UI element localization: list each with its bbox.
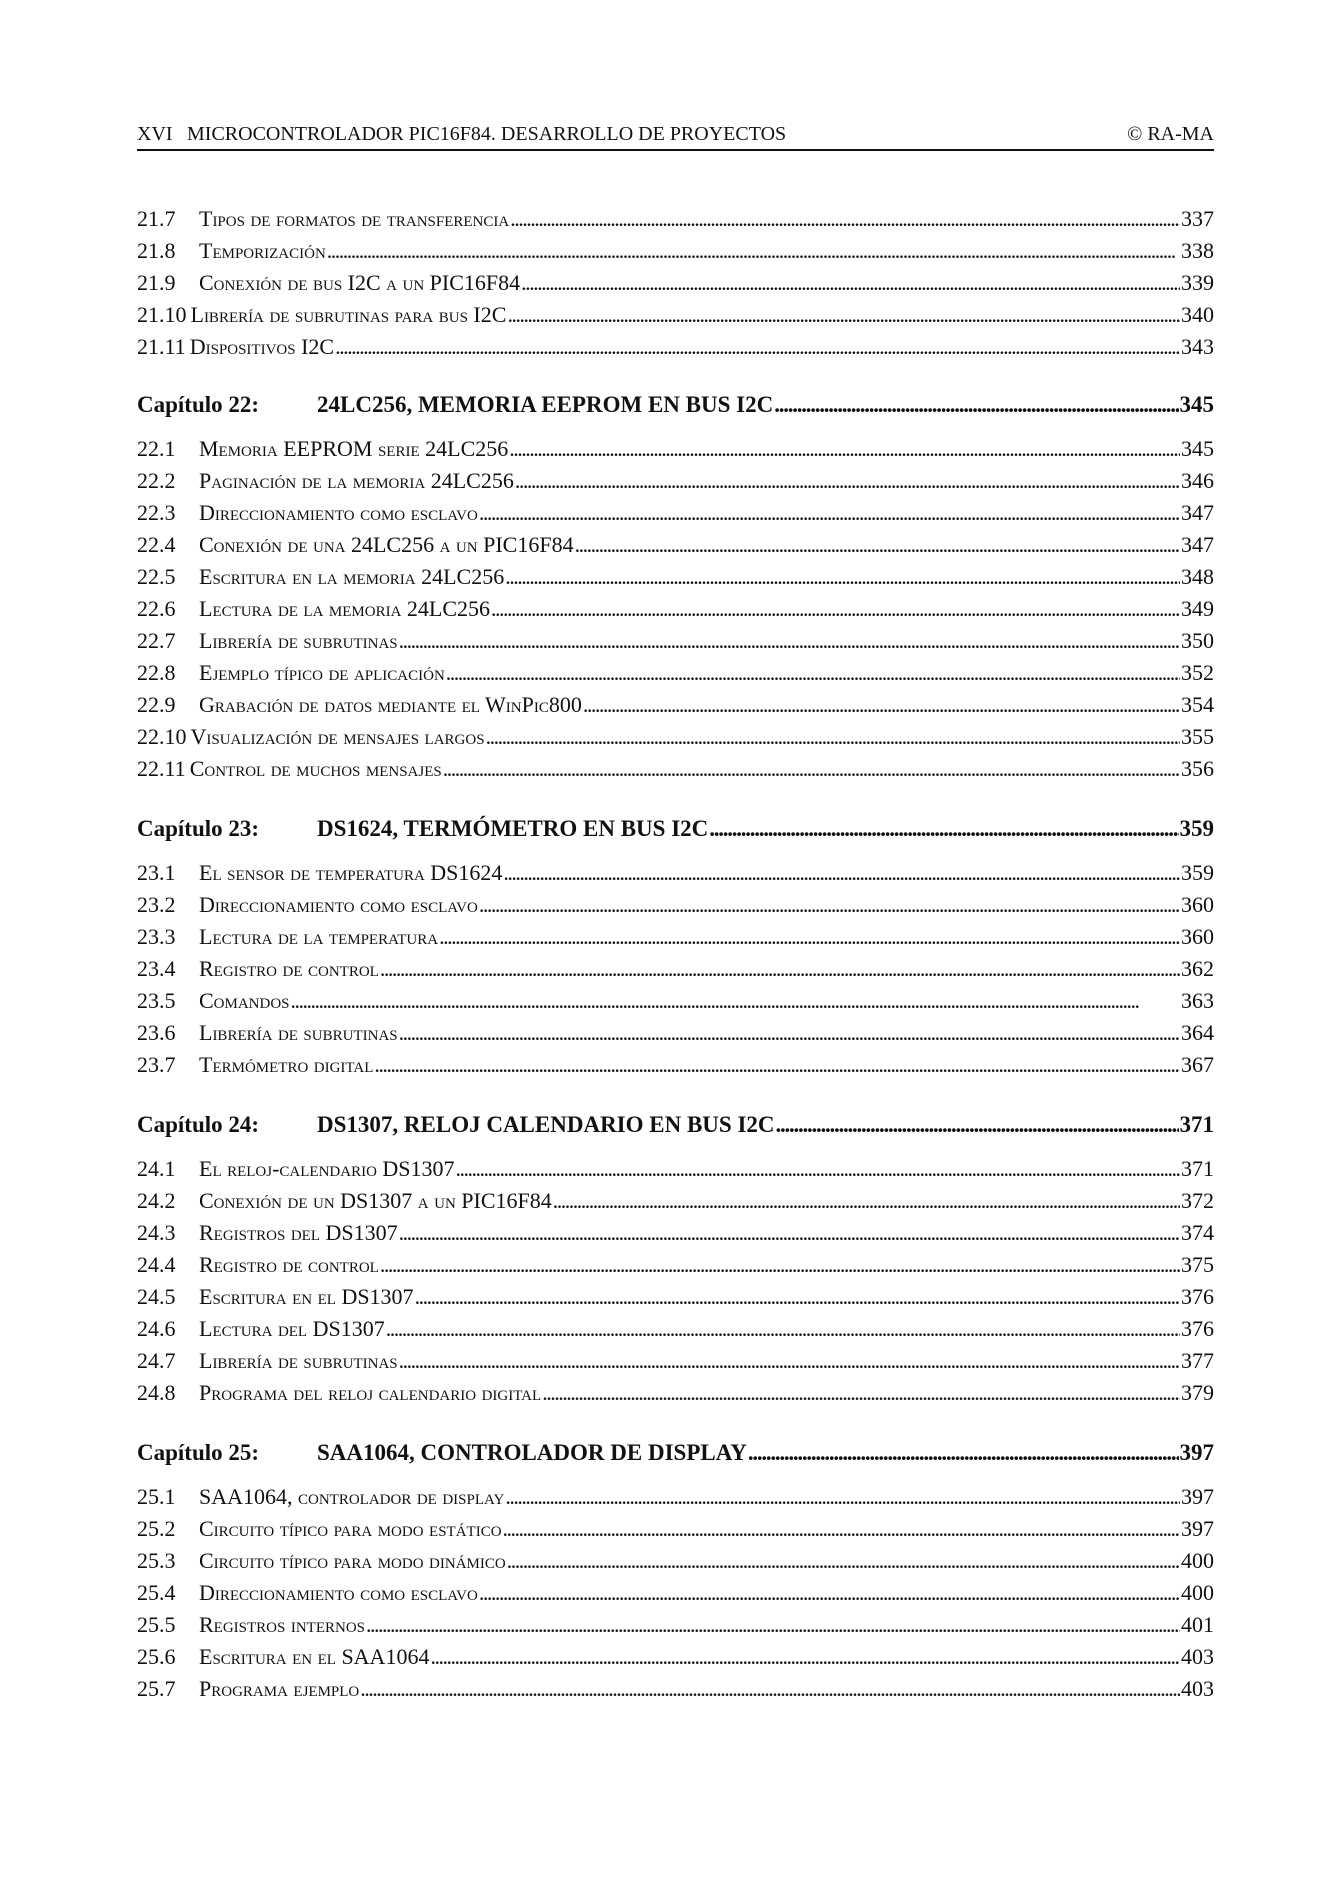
toc-entry[interactable] [137, 689, 1214, 721]
dot-leader [456, 1153, 1180, 1185]
section-page-number: 355 [1181, 724, 1214, 749]
dot-leader [380, 1249, 1180, 1281]
section-title: Registros internos [199, 1612, 366, 1637]
section-page-number: 337 [1181, 206, 1214, 231]
toc-entry[interactable] [137, 657, 1214, 689]
toc-chapter [137, 385, 1214, 785]
toc-entry[interactable] [137, 1185, 1214, 1217]
chapter-page-number: 397 [1179, 1440, 1214, 1465]
dot-leader [510, 203, 1180, 235]
section-page-number: 376 [1181, 1316, 1214, 1341]
toc-entry[interactable] [137, 1049, 1214, 1081]
section-title: Lectura del DS1307 [199, 1316, 385, 1341]
section-number: 22.7 [137, 628, 176, 653]
dot-leader [380, 953, 1180, 985]
section-number: 25.6 [137, 1644, 176, 1669]
section-page-number: 340 [1181, 302, 1214, 327]
section-number: 23.4 [137, 956, 176, 981]
section-number: 24.7 [137, 1348, 176, 1373]
chapter-heading[interactable] [137, 385, 1214, 425]
chapter-page-number: 371 [1179, 1112, 1214, 1137]
toc-entry[interactable] [137, 331, 1214, 363]
section-title: El sensor de temperatura DS1624 [199, 860, 503, 885]
section-title: Registros del DS1307 [199, 1220, 398, 1245]
chapter-title: SAA1064, CONTROLADOR DE DISPLAY [317, 1440, 747, 1465]
toc-entry[interactable] [137, 529, 1214, 561]
toc-entry[interactable] [137, 857, 1214, 889]
section-page-number: 354 [1181, 692, 1214, 717]
section-page-number: 347 [1181, 532, 1214, 557]
toc-entry[interactable] [137, 1313, 1214, 1345]
section-number: 24.5 [137, 1284, 176, 1309]
section-title: Librería de subrutinas [199, 628, 398, 653]
dot-leader [399, 625, 1180, 657]
section-number: 24.6 [137, 1316, 176, 1341]
dot-leader [479, 889, 1180, 921]
toc-entry[interactable] [137, 721, 1214, 753]
section-number: 24.4 [137, 1252, 176, 1277]
toc-chapter [137, 809, 1214, 1081]
dot-leader [399, 1345, 1180, 1377]
section-title: Circuito típico para modo estático [199, 1516, 502, 1541]
section-page-number: 377 [1181, 1348, 1214, 1373]
section-page-number: 401 [1181, 1612, 1214, 1637]
section-page-number: 338 [1181, 238, 1214, 263]
dot-leader [776, 1105, 1179, 1145]
dot-leader [505, 561, 1180, 593]
dot-leader [553, 1185, 1180, 1217]
dot-leader [366, 1609, 1180, 1641]
section-title: Librería de subrutinas para bus I2C [190, 302, 507, 327]
section-page-number: 397 [1181, 1516, 1214, 1541]
toc-entry[interactable] [137, 593, 1214, 625]
chapter-label: Capítulo 22: [137, 392, 260, 417]
chapter-title: DS1307, RELOJ CALENDARIO EN BUS I2C [317, 1112, 775, 1137]
toc-entry[interactable] [137, 1513, 1214, 1545]
dot-leader [486, 721, 1180, 753]
section-title: Ejemplo típico de aplicación [199, 660, 445, 685]
section-title: Registro de control [199, 956, 379, 981]
chapter-page-number: 345 [1179, 392, 1214, 417]
section-number: 23.1 [137, 860, 176, 885]
dot-leader [521, 267, 1180, 299]
chapter-heading[interactable] [137, 1433, 1214, 1473]
chapter-label: Capítulo 24: [137, 1112, 260, 1137]
section-page-number: 375 [1181, 1252, 1214, 1277]
section-page-number: 343 [1181, 334, 1214, 359]
dot-leader [491, 593, 1180, 625]
section-page-number: 367 [1181, 1052, 1214, 1077]
toc-entry[interactable] [137, 465, 1214, 497]
dot-leader [748, 1433, 1179, 1473]
section-number: 22.4 [137, 532, 176, 557]
toc-entry[interactable] [137, 235, 1214, 267]
toc-entry[interactable] [137, 267, 1214, 299]
dot-leader [479, 1577, 1180, 1609]
toc-entry[interactable] [137, 953, 1214, 985]
dot-leader [515, 465, 1180, 497]
toc-entry[interactable] [137, 1545, 1214, 1577]
section-page-number: 347 [1181, 500, 1214, 525]
dot-leader [575, 529, 1180, 561]
dot-leader [446, 657, 1180, 689]
toc-entry[interactable] [137, 1249, 1214, 1281]
section-page-number: 345 [1181, 436, 1214, 461]
toc-entry[interactable] [137, 1017, 1214, 1049]
section-number: 22.10 [137, 724, 187, 749]
section-page-number: 348 [1181, 564, 1214, 589]
section-number: 21.10 [137, 302, 187, 327]
section-number: 21.9 [137, 270, 176, 295]
section-number: 22.9 [137, 692, 176, 717]
section-page-number: 364 [1181, 1020, 1214, 1045]
toc-entry[interactable] [137, 1641, 1214, 1673]
section-number: 23.2 [137, 892, 176, 917]
section-page-number: 403 [1181, 1644, 1214, 1669]
section-page-number: 397 [1181, 1484, 1214, 1509]
chapter-page-number: 359 [1179, 816, 1214, 841]
dot-leader [415, 1281, 1180, 1313]
section-page-number: 356 [1181, 756, 1214, 781]
section-number: 22.5 [137, 564, 176, 589]
section-title: Comandos [199, 988, 290, 1013]
section-page-number: 379 [1181, 1380, 1214, 1405]
section-title: Direccionamiento como esclavo [199, 500, 478, 525]
section-title: Direccionamiento como esclavo [199, 1580, 478, 1605]
section-title: Lectura de la temperatura [199, 924, 439, 949]
section-number: 21.7 [137, 206, 176, 231]
section-title: Conexión de una 24LC256 a un PIC16F84 [199, 532, 574, 557]
section-title: SAA1064, controlador de display [199, 1484, 505, 1509]
toc-entry[interactable] [137, 203, 1214, 235]
dot-leader [479, 497, 1180, 529]
toc-entry[interactable] [137, 1281, 1214, 1313]
header-publisher: © RA-MA [1127, 123, 1214, 145]
section-page-number: 350 [1181, 628, 1214, 653]
dot-leader [399, 1017, 1180, 1049]
chapter-label: Capítulo 25: [137, 1440, 260, 1465]
section-title: Visualización de mensajes largos [190, 724, 485, 749]
toc-entry[interactable] [137, 433, 1214, 465]
dot-leader [327, 235, 1180, 267]
section-number: 25.1 [137, 1484, 176, 1509]
section-page-number: 346 [1181, 468, 1214, 493]
section-number: 22.2 [137, 468, 176, 493]
toc-entry[interactable] [137, 985, 1214, 1017]
section-page-number: 372 [1181, 1188, 1214, 1213]
section-number: 22.11 [137, 756, 186, 781]
section-number: 23.7 [137, 1052, 176, 1077]
section-page-number: 359 [1181, 860, 1214, 885]
toc-entry[interactable] [137, 1609, 1214, 1641]
section-number: 25.2 [137, 1516, 176, 1541]
section-title: Escritura en el SAA1064 [199, 1644, 430, 1669]
toc-entry[interactable] [137, 1481, 1214, 1513]
toc-entry[interactable] [137, 1217, 1214, 1249]
section-page-number: 400 [1181, 1580, 1214, 1605]
section-title: Control de muchos mensajes [189, 756, 442, 781]
section-page-number: 360 [1181, 892, 1214, 917]
dot-leader [360, 1673, 1180, 1705]
section-title: Grabación de datos mediante el WinPic800 [199, 692, 582, 717]
toc-entry[interactable] [137, 625, 1214, 657]
section-title: Lectura de la memoria 24LC256 [199, 596, 491, 621]
dot-leader [509, 433, 1180, 465]
dot-leader [443, 753, 1180, 785]
header-book-title: MICROCONTROLADOR PIC16F84. DESARROLLO DE PROYECTOS [187, 123, 787, 145]
table-of-contents [137, 203, 1214, 1729]
section-number: 24.2 [137, 1188, 176, 1213]
toc-entry[interactable] [137, 921, 1214, 953]
dot-leader [507, 1545, 1180, 1577]
header-page-number: XVI [137, 123, 173, 145]
section-title: Direccionamiento como esclavo [199, 892, 478, 917]
section-number: 22.6 [137, 596, 176, 621]
dot-leader [505, 1481, 1180, 1513]
dot-leader [335, 331, 1180, 363]
section-title: Conexión de un DS1307 a un PIC16F84 [199, 1188, 552, 1213]
header-rule [137, 149, 1214, 151]
chapter-label: Capítulo 23: [137, 816, 260, 841]
toc-entry[interactable] [137, 497, 1214, 529]
section-number: 25.5 [137, 1612, 176, 1637]
toc-entry[interactable] [137, 299, 1214, 331]
toc-entry[interactable] [137, 1153, 1214, 1185]
dot-leader [542, 1377, 1180, 1409]
chapter-title: 24LC256, MEMORIA EEPROM EN BUS I2C [317, 392, 774, 417]
section-page-number: 349 [1181, 596, 1214, 621]
section-page-number: 374 [1181, 1220, 1214, 1245]
toc-chapter [137, 203, 1214, 363]
section-number: 22.3 [137, 500, 176, 525]
section-title: Memoria EEPROM serie 24LC256 [199, 436, 509, 461]
dot-leader [439, 921, 1180, 953]
section-title: Dispositivos I2C [189, 334, 335, 359]
dot-leader [583, 689, 1180, 721]
toc-chapter [137, 1105, 1214, 1409]
section-title: El reloj-calendario DS1307 [199, 1156, 455, 1181]
section-number: 24.8 [137, 1380, 176, 1405]
section-title: Escritura en el DS1307 [199, 1284, 414, 1309]
running-header [137, 122, 1214, 146]
section-number: 25.7 [137, 1676, 176, 1701]
chapter-heading[interactable] [137, 809, 1214, 849]
section-page-number: 360 [1181, 924, 1214, 949]
dot-leader [374, 1049, 1180, 1081]
dot-leader [507, 299, 1180, 331]
dot-leader [503, 857, 1180, 889]
section-title: Librería de subrutinas [199, 1348, 398, 1373]
section-number: 25.4 [137, 1580, 176, 1605]
toc-entry[interactable] [137, 1577, 1214, 1609]
section-title: Programa ejemplo [199, 1676, 360, 1701]
dot-leader [774, 385, 1178, 425]
chapter-title: DS1624, TERMÓMETRO EN BUS I2C [317, 816, 709, 841]
dot-leader [430, 1641, 1180, 1673]
section-number: 23.3 [137, 924, 176, 949]
section-page-number: 400 [1181, 1548, 1214, 1573]
dot-leader [291, 985, 1180, 1017]
section-number: 23.5 [137, 988, 176, 1013]
section-page-number: 363 [1181, 988, 1214, 1013]
section-number: 23.6 [137, 1020, 176, 1045]
dot-leader [399, 1217, 1180, 1249]
section-number: 22.1 [137, 436, 176, 461]
toc-entry[interactable] [137, 1673, 1214, 1705]
dot-leader [503, 1513, 1180, 1545]
section-page-number: 371 [1181, 1156, 1214, 1181]
dot-leader [709, 809, 1178, 849]
section-number: 24.3 [137, 1220, 176, 1245]
section-title: Registro de control [199, 1252, 379, 1277]
section-page-number: 362 [1181, 956, 1214, 981]
section-title: Escritura en la memoria 24LC256 [199, 564, 505, 589]
toc-entry[interactable] [137, 1345, 1214, 1377]
header-left [137, 122, 786, 146]
section-title: Circuito típico para modo dinámico [199, 1548, 506, 1573]
section-title: Conexión de bus I2C a un PIC16F84 [199, 270, 521, 295]
section-title: Paginación de la memoria 24LC256 [199, 468, 514, 493]
section-number: 25.3 [137, 1548, 176, 1573]
toc-entry[interactable] [137, 561, 1214, 593]
dot-leader [386, 1313, 1180, 1345]
toc-entry[interactable] [137, 889, 1214, 921]
section-title: Programa del reloj calendario digital [199, 1380, 542, 1405]
toc-entry[interactable] [137, 1377, 1214, 1409]
section-page-number: 403 [1181, 1676, 1214, 1701]
section-number: 24.1 [137, 1156, 176, 1181]
section-page-number: 352 [1181, 660, 1214, 685]
chapter-heading[interactable] [137, 1105, 1214, 1145]
toc-entry[interactable] [137, 753, 1214, 785]
section-title: Tipos de formatos de transferencia [199, 206, 510, 231]
section-number: 21.8 [137, 238, 176, 263]
section-title: Librería de subrutinas [199, 1020, 398, 1045]
section-title: Termómetro digital [199, 1052, 374, 1077]
section-page-number: 376 [1181, 1284, 1214, 1309]
section-number: 22.8 [137, 660, 176, 685]
toc-chapter [137, 1433, 1214, 1705]
section-number: 21.11 [137, 334, 186, 359]
section-page-number: 339 [1181, 270, 1214, 295]
section-title: Temporización [199, 238, 326, 263]
